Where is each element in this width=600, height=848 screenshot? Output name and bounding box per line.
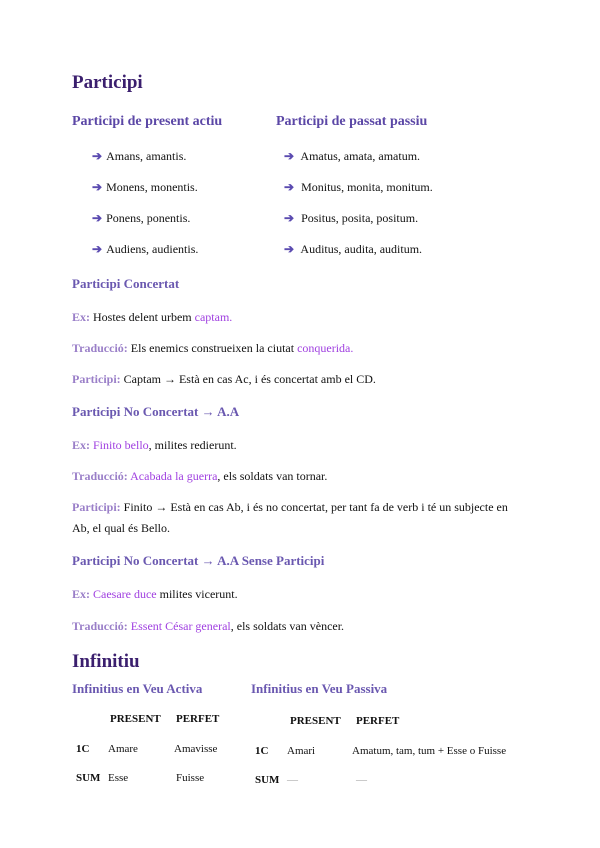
passat-heading: Participi de passat passiu: [276, 114, 428, 129]
passiva-col-perfet: PERFET: [356, 715, 400, 727]
passiva-cell: Amari: [287, 745, 316, 757]
passiva-row-label: 1C: [255, 745, 269, 757]
arrow-right-icon: ➔: [92, 242, 103, 256]
present-heading: Participi de present actiu: [72, 114, 223, 129]
activa-cell: Esse: [108, 772, 129, 784]
sense-translation: Traducció: Essent César general, els soldats van vèncer.: [72, 619, 345, 633]
no-concertat-participle: Participi: Finito → Està en cas Ab, i és no concertat, per tant fa de verb i té un subjecte en: [72, 500, 508, 514]
passiva-col-present: PRESENT: [290, 715, 341, 727]
activa-col-present: PRESENT: [110, 713, 161, 725]
no-concertat-heading: Participi No Concertat → A.A: [72, 404, 240, 419]
passat-item: ➔ Positus, posita, positum.: [284, 211, 419, 225]
no-concertat-participle-cont: Ab, el qual és Bello.: [72, 521, 170, 535]
sense-participi-heading: Participi No Concertat → A.A Sense Participi: [72, 553, 325, 568]
arrow-right-icon: ➔: [92, 211, 103, 225]
infinitiu-title: Infinitiu: [72, 651, 140, 672]
concertat-participle: Participi: Captam → Està en cas Ac, i és concertat amb el CD.: [72, 372, 376, 386]
activa-heading: Infinitius en Veu Activa: [72, 681, 203, 696]
concertat-heading: Participi Concertat: [72, 276, 180, 291]
activa-cell: Amavisse: [174, 743, 218, 755]
passiva-cell: —: [287, 774, 298, 786]
arrow-right-icon: ➔: [284, 149, 295, 163]
arrow-right-icon: ➔: [284, 180, 295, 194]
activa-cell: Amare: [108, 743, 138, 755]
concertat-example: Ex: Hostes delent urbem captam.: [72, 310, 233, 324]
passat-item: ➔ Auditus, audita, auditum.: [284, 242, 423, 256]
activa-cell: Fuisse: [176, 772, 205, 784]
passat-item: ➔ Monitus, monita, monitum.: [284, 180, 433, 194]
present-item: ➔ Audiens, audientis.: [92, 242, 199, 256]
arrow-right-icon: ➔: [284, 242, 295, 256]
participi-title: Participi: [72, 72, 143, 93]
passiva-row-label: SUM: [255, 774, 280, 786]
arrow-right-icon: ➔: [92, 149, 103, 163]
concertat-translation: Traducció: Els enemics construeixen la ciutat conquerida.: [72, 341, 354, 355]
arrow-right-icon: ➔: [284, 211, 295, 225]
present-item: ➔ Amans, amantis.: [92, 149, 187, 163]
arrow-right-icon: ➔: [92, 180, 103, 194]
passiva-cell: —: [356, 774, 367, 786]
present-item: ➔ Monens, monentis.: [92, 180, 198, 194]
activa-row-label: 1C: [76, 743, 90, 755]
passat-item: ➔ Amatus, amata, amatum.: [284, 149, 421, 163]
present-item: ➔ Ponens, ponentis.: [92, 211, 191, 225]
passiva-heading: Infinitius en Veu Passiva: [251, 681, 388, 696]
sense-example: Ex: Caesare duce milites vicerunt.: [72, 587, 238, 601]
passiva-cell: Amatum, tam, tum + Esse o Fuisse: [352, 745, 507, 757]
no-concertat-example: Ex: Finito bello, milites redierunt.: [72, 438, 237, 452]
no-concertat-translation: Traducció: Acabada la guerra, els soldats van tornar.: [72, 469, 328, 483]
activa-row-label: SUM: [76, 772, 101, 784]
activa-col-perfet: PERFET: [176, 713, 220, 725]
